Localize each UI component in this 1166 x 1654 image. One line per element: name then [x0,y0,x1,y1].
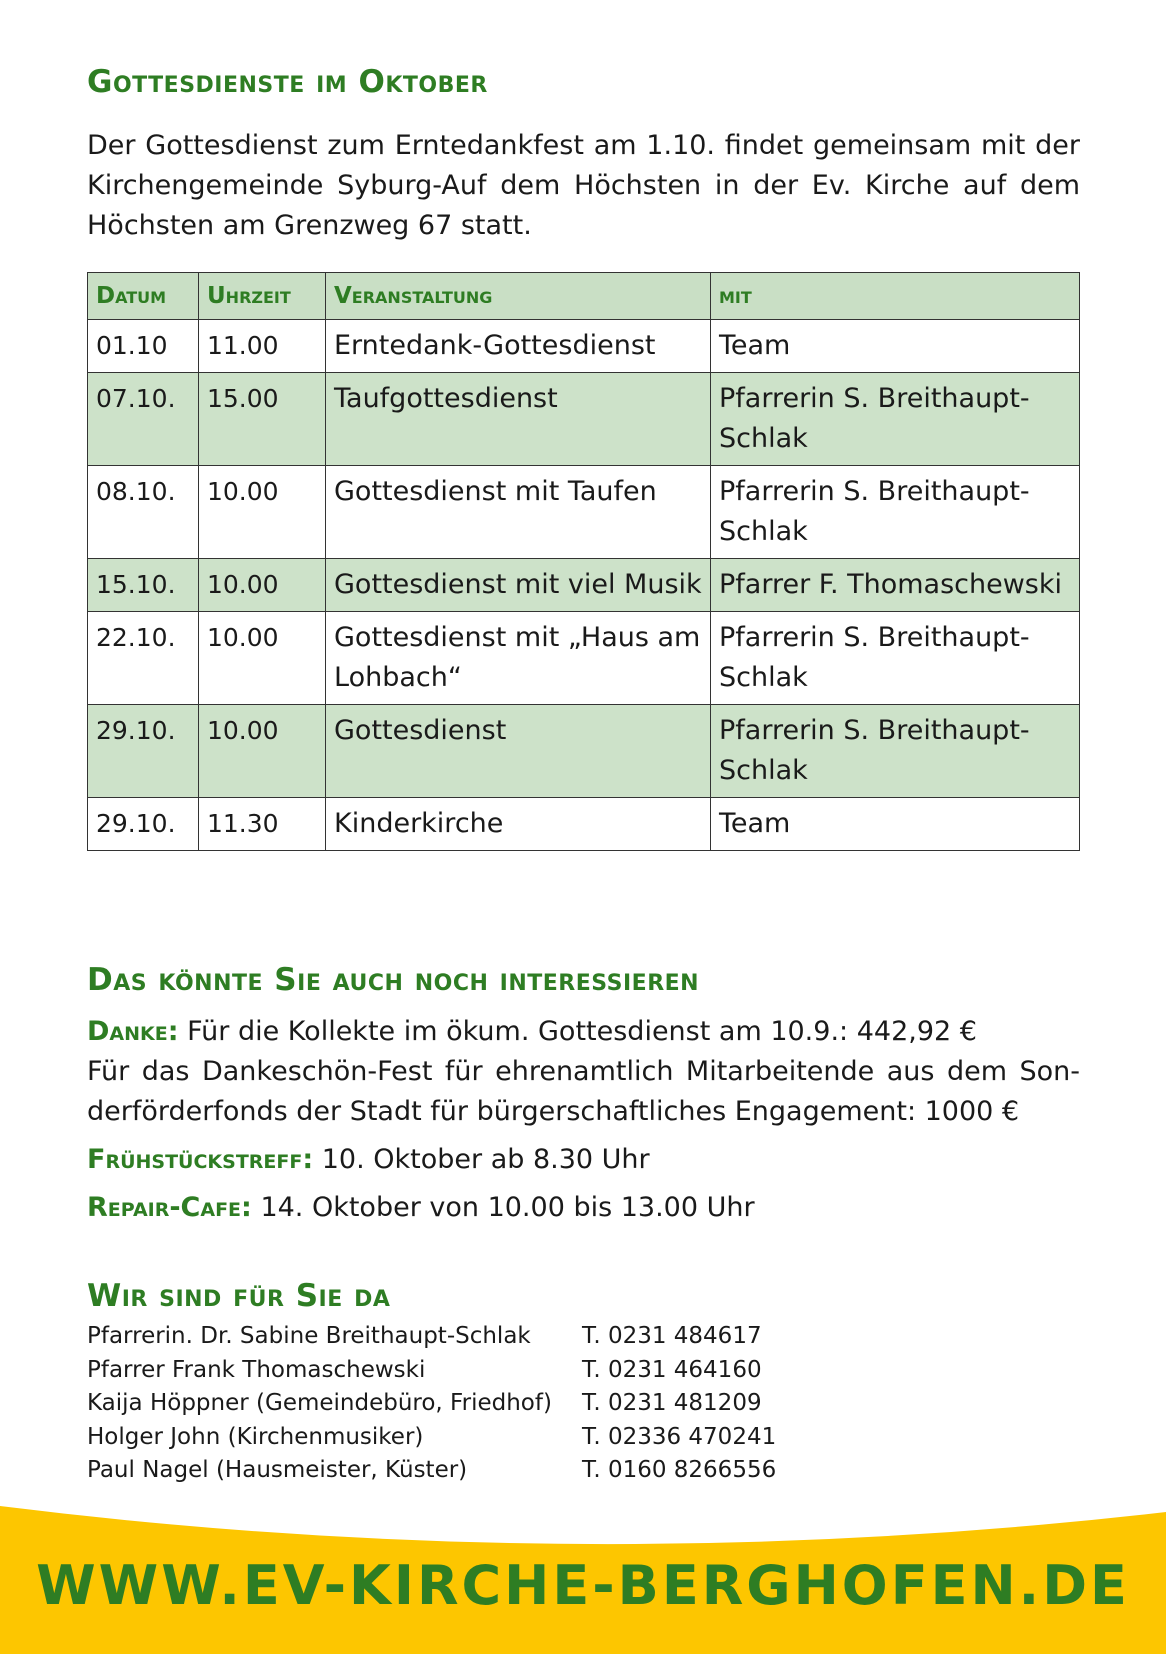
fruehstueck-text: 10. Oktober ab 8.30 Uhr [321,1144,650,1175]
cell-event: Erntedank-Gottesdienst [326,320,711,373]
fruehstueck-paragraph [87,1140,1080,1180]
danke-label: Danke: [87,1016,179,1047]
schedule-table [87,272,1080,851]
contact-list [87,1320,867,1488]
list-item [87,1454,867,1488]
cell-time: 11.30 [199,798,326,851]
contact-phone: T. 0160 8266556 [582,1457,777,1483]
cell-date: 01.10 [88,320,199,373]
contact-name: Pfarrerin. Dr. Sabine Breithaupt-Schlak [87,1323,531,1349]
cell-date: 15.10. [88,559,199,612]
cell-event: Taufgottesdienst [326,373,711,466]
heading-interest: Das könnte Sie auch noch interessieren [87,962,700,998]
table-row [88,798,1080,851]
table-row [88,373,1080,466]
heading-contact: Wir sind für Sie da [87,1278,391,1314]
cell-event: Gottesdienst mit Taufen [326,466,711,559]
header-uhrzeit: Uhrzeit [199,273,326,320]
fruehstueck-label: Frühstückstreff: [87,1144,314,1175]
cell-with: Pfarrerin S. Breithaupt-Schlak [711,612,1080,705]
cell-time: 10.00 [199,612,326,705]
table-row [88,466,1080,559]
contact-phone: T. 02336 470241 [582,1423,777,1450]
cell-date: 07.10. [88,373,199,466]
cell-with: Team [711,798,1080,851]
table-header-row [88,273,1080,320]
danke-paragraph [87,1012,1080,1132]
contact-phone: T. 0231 481209 [582,1390,762,1416]
repair-paragraph [87,1188,1080,1228]
cell-date: 29.10. [88,798,199,851]
header-datum: Datum [88,273,199,320]
repair-label: Repair-Cafe: [87,1192,252,1223]
table-row [88,320,1080,373]
cell-date: 29.10. [88,705,199,798]
cell-event: Gottesdienst mit viel Musik [326,559,711,612]
website-url[interactable]: WWW.EV-KIRCHE-BERGHOFEN.DE [36,1554,1130,1617]
table-row [88,559,1080,612]
heading-gottesdienste: Gottesdienste im Oktober [87,64,488,100]
table-row [88,612,1080,705]
cell-time: 15.00 [199,373,326,466]
list-item [87,1320,867,1354]
cell-with: Pfarrerin S. Breithaupt-Schlak [711,466,1080,559]
cell-date: 08.10. [88,466,199,559]
list-item [87,1421,867,1455]
cell-event: Gottesdienst [326,705,711,798]
cell-time: 10.00 [199,559,326,612]
contact-name: Holger John (Kirchenmusiker) [87,1423,424,1450]
cell-event: Kinderkirche [326,798,711,851]
cell-time: 10.00 [199,466,326,559]
cell-with: Pfarrerin S. Breithaupt-Schlak [711,373,1080,466]
cell-time: 11.00 [199,320,326,373]
cell-date: 22.10. [88,612,199,705]
contact-name: Paul Nagel (Hausmeister, Küster) [87,1457,468,1483]
intro-paragraph: Der Gottesdienst zum Erntedankfest am 1.10. findet gemeinsam mit der Kirchengemeinde Syburg-Auf dem Höchsten in der Ev. Kirche auf dem Höchsten am Grenzweg 67 statt. [87,130,1080,241]
repair-text: 14. Oktober von 10.00 bis 13.00 Uhr [260,1192,755,1223]
cell-event: Gottesdienst mit „Haus am Lohbach“ [326,612,711,705]
cell-with: Pfarrer F. Thomaschewski [711,559,1080,612]
contact-phone: T. 0231 464160 [582,1356,762,1383]
contact-phone: T. 0231 484617 [582,1323,762,1349]
danke-text-2: Für das Dankeschön-Fest für ehrenamtlich Mitarbeitende aus dem Son-derförderfonds der Stadt für bürgerschaftliches Engagement: 1000 € [87,1056,1080,1127]
header-veranstaltung: Veranstaltung [326,273,711,320]
danke-text-1: Für die Kollekte im ökum. Gottesdienst am 10.9.: 442,92 € [187,1016,977,1047]
contact-name: Pfarrer Frank Thomaschewski [87,1356,426,1383]
cell-with: Team [711,320,1080,373]
list-item [87,1387,867,1421]
cell-time: 10.00 [199,705,326,798]
list-item [87,1354,867,1388]
contact-name: Kaija Höppner (Gemeindebüro, Friedhof) [87,1390,552,1416]
cell-with: Pfarrerin S. Breithaupt-Schlak [711,705,1080,798]
table-row [88,705,1080,798]
header-mit: mit [711,273,1080,320]
